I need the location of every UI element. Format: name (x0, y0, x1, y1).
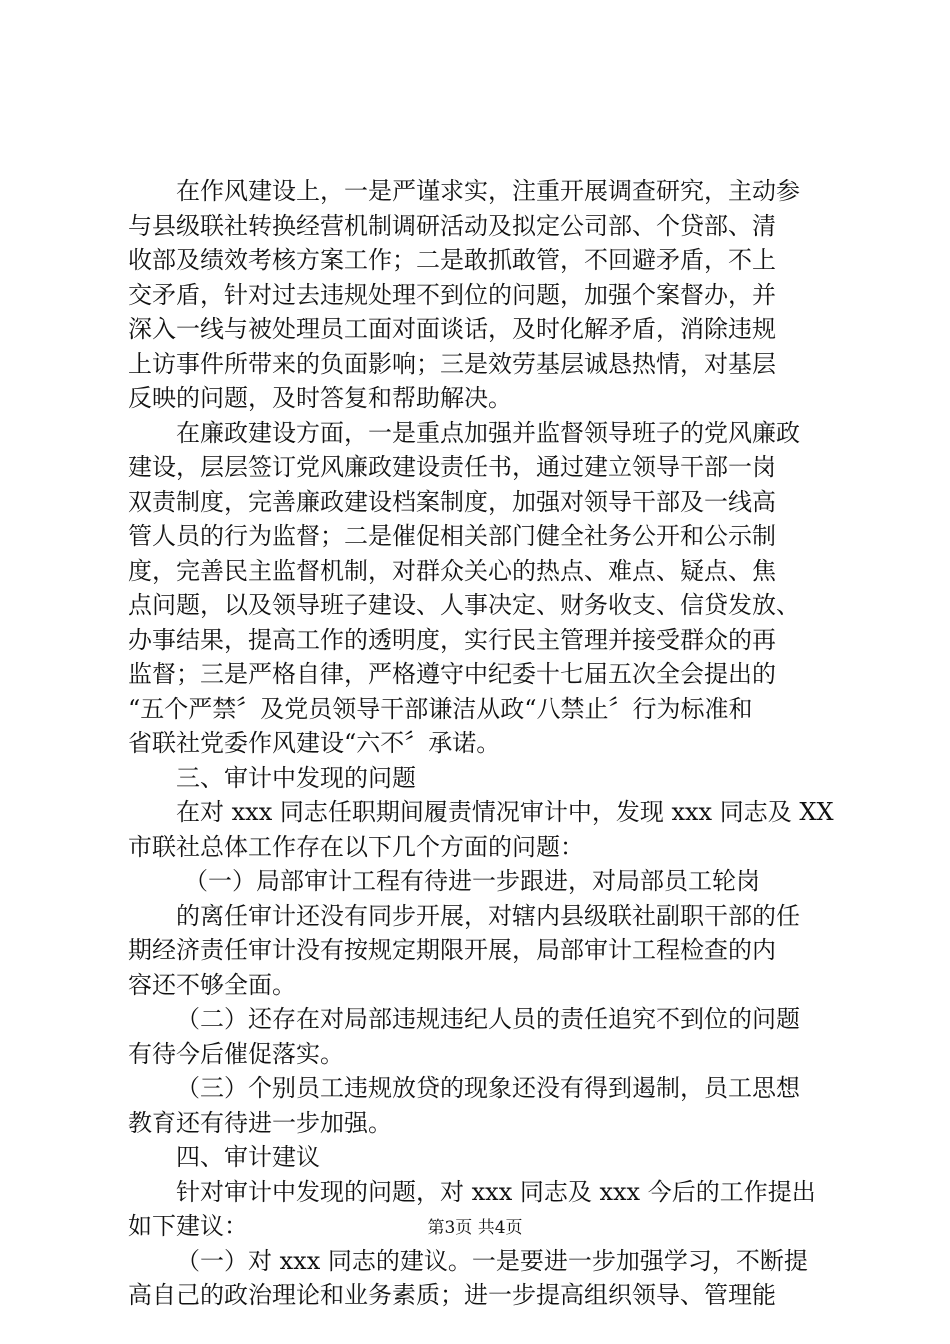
text-line: 针对审计中发现的问题，对 xxx 同志及 xxx 今后的工作提出 (176, 1177, 816, 1206)
text-line: 监督；三是严格自律，严格遵守中纪委十七届五次全会提出的 (128, 660, 776, 688)
text-line: 办事结果，提高工作的透明度，实行民主管理并接受群众的再 (128, 625, 776, 654)
text-line: （三）个别员工违规放贷的现象还没有得到遏制，员工思想 (176, 1074, 800, 1102)
text-line: 与县级联社转换经营机制调研活动及拟定公司部、个贷部、清 (128, 211, 776, 240)
document-body (128, 174, 838, 1313)
text-line: 在作风建设上，一是严谨求实，注重开展调查研究，主动参 (176, 177, 800, 205)
text-line: 深入一线与被处理员工面对面谈话，及时化解矛盾，消除违规 (128, 315, 776, 343)
text-line: 高自己的政治理论和业务素质；进一步提高组织领导、管理能 (128, 1281, 776, 1309)
text-line: “五个严禁〞及党员领导干部谦洁从政“八禁止〞行为标准和 (128, 694, 753, 723)
section-heading: 三、审计中发现的问题 (176, 763, 416, 792)
text-line: 在廉政建设方面，一是重点加强并监督领导班子的党风廉政 (176, 418, 800, 447)
section-heading: 四、审计建议 (176, 1143, 320, 1171)
text-line: （二）还存在对局部违规违纪人员的责任追究不到位的问题 (176, 1005, 800, 1033)
text-line: （一）对 xxx 同志的建议。一是要进一步加强学习，不断提 (176, 1246, 808, 1275)
text-line: 双责制度，完善廉政建设档案制度，加强对领导干部及一线高 (128, 487, 776, 516)
text-line: 有待今后催促落实。 (128, 1039, 344, 1068)
text-line: 上访事件所带来的负面影响；三是效劳基层诚恳热情，对基层 (128, 349, 776, 378)
text-line: （一）局部审计工程有待进一步跟进，对局部员工轮岗 (184, 867, 760, 895)
text-line: 收部及绩效考核方案工作；二是敢抓敢管，不回避矛盾，不上 (128, 246, 776, 274)
text-line: 市联社总体工作存在以下几个方面的问题： (128, 832, 584, 861)
text-line: 容还不够全面。 (128, 970, 296, 999)
text-line: 管人员的行为监督；二是催促相关部门健全社务公开和公示制 (128, 522, 776, 550)
text-line: 度，完善民主监督机制，对群众关心的热点、难点、疑点、焦 (128, 556, 776, 585)
text-line: 交矛盾，针对过去违规处理不到位的问题，加强个案督办，并 (128, 280, 776, 309)
page-number: 第3页 共4页 (427, 1218, 523, 1238)
text-line: 教育还有待进一步加强。 (128, 1108, 392, 1137)
text-line: 期经济责任审计没有按规定期限开展，局部审计工程检查的内 (128, 936, 776, 964)
page-footer (0, 1216, 950, 1240)
text-line: 反映的问题，及时答复和帮助解决。 (128, 384, 512, 412)
text-line: 在对 xxx 同志任职期间履责情况审计中，发现 xxx 同志及 XX (176, 798, 834, 826)
text-line: 省联社党委作风建设“六不〞承诺。 (128, 729, 501, 757)
text-line: 的离任审计还没有同步开展，对辖内县级联社副职干部的任 (176, 901, 800, 930)
text-line: 建设，层层签订党风廉政建设责任书，通过建立领导干部一岗 (128, 453, 776, 481)
text-line: 点问题，以及领导班子建设、人事决定、财务收支、信贷发放、 (128, 591, 800, 619)
text-line: 如下建议： (128, 1212, 248, 1240)
